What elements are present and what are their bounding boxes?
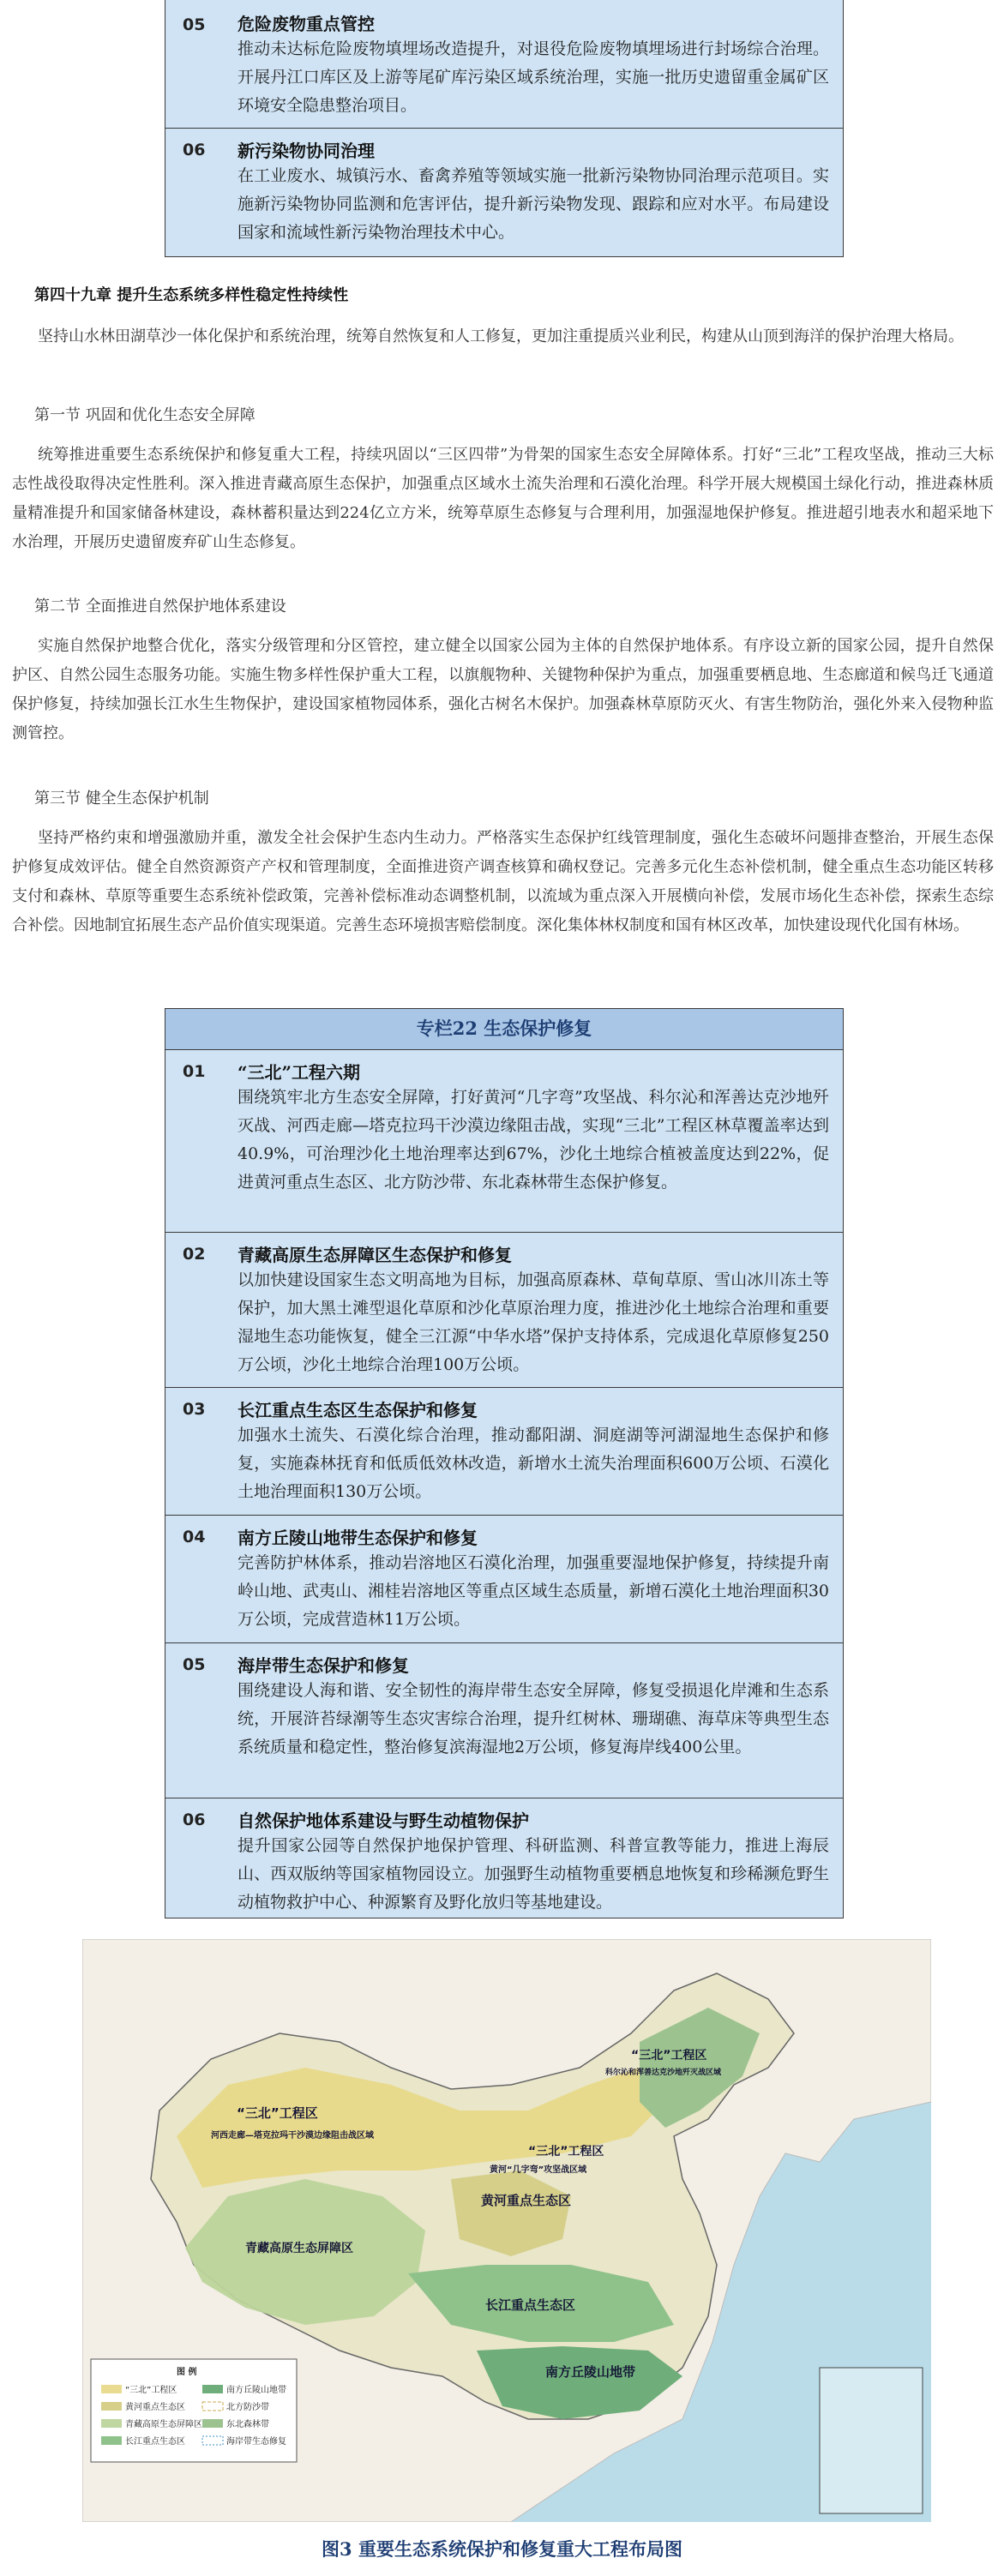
item-description: 以加快建设国家生态文明高地为目标，加强高原森林、草甸草原、雪山冰川冻土等保护，加大黑土滩型退化草原和沙化草原治理力度，推进沙化土地综合治理和重要湿地生态功能恢复，健全三江源“中华水塔”保护支持体系，完成退化草原修复250万公顷，沙化土地综合治理100万公顷。	[237, 1270, 829, 1374]
section-text: 实施自然保护地整合优化，落实分级管理和分区管控，建立健全以国家公园为主体的自然保护地体系。有序设立新的国家公园，提升自然保护区、自然公园生态服务功能。实施生物多样性保护重大工程，以旗舰物种、关键物种保护为重点，加强重要栖息地、生态廊道和候鸟迁飞通道保护修复，持续加强长江水生生物保护，建设国家植物园体系，强化古树名木保护。加强森林草原防灭火、有害生物防治，强化外来入侵物种监测管控。	[12, 637, 994, 742]
legend-item: 海岸带生态修复	[226, 2437, 286, 2447]
item-description: 提升国家公园等自然保护地保护管理、科研监测、科普宣教等能力，推进上海辰山、西双版纳等国家植物园设立。加强野生动植物重要栖息地恢复和珍稀濒危野生动植物救护中心、种源繁育及野化放归等基地建设。	[237, 1836, 829, 1912]
legend-item: “三北”工程区	[125, 2386, 177, 2395]
section-text: 坚持严格约束和增强激励并重，激发全社会保护生态内生动力。严格落实生态保护红线管理制度，强化生态破坏问题排查整治，开展生态保护修复成效评估。健全自然资源资产产权和管理制度，全面推进资产调查核算和确权登记。完善多元化生态补偿机制，健全重点生态功能区转移支付和森林、草原等重要生态系统补偿政策，完善补偿标准动态调整机制，以流域为重点深入开展横向补偿，发展市场化生态补偿，探索生态综合补偿。因地制宜拓展生态产品价值实现渠道。完善生态环境损害赔偿制度。深化集体林权制度和国有林区改革，加快建设现代化国有林场。	[12, 829, 994, 934]
legend-swatch	[202, 2385, 223, 2393]
item-title: 自然保护地体系建设与野生动植物保护	[237, 1810, 529, 1831]
item-number: 03	[183, 1400, 206, 1419]
item-title: 海岸带生态保护和修复	[237, 1655, 409, 1676]
map-label-nanfang: 南方丘陵山地带	[545, 2364, 636, 2380]
item-description: 在工业废水、城镇污水、畜禽养殖等领域实施一批新污染物协同治理示范项目。实施新污染物协同监测和危害评估，提升新污染物发现、跟踪和应对水平。布局建设国家和流域性新污染物治理技术中心。	[237, 166, 829, 242]
item-title: 长江重点生态区生态保护和修复	[237, 1400, 478, 1420]
map-label-sanbei-mid: “三北”工程区	[528, 2145, 604, 2159]
map-label-sanbei-ne-sub: 科尔沁和浑善达克沙地歼灭战区域	[605, 2069, 722, 2077]
item-title: 危险废物重点管控	[237, 14, 375, 34]
item-number: 04	[183, 1528, 206, 1546]
panel-item	[165, 1516, 843, 1643]
legend-swatch	[101, 2419, 122, 2428]
panel-item	[165, 1233, 843, 1388]
item-description: 围绕建设人海和谐、安全韧性的海岸带生态安全屏障，修复受损退化岸滩和生态系统，开展浒苔绿潮等生态灾害综合治理，提升红树林、珊瑚礁、海草床等典型生态系统质量和稳定性，整治修复滨海湿地2万公顷，修复海岸线400公里。	[237, 1681, 829, 1756]
map-label-sanbei-mid-sub: 黄河“几字弯”攻坚战区域	[490, 2165, 587, 2175]
panel-top-item	[165, 129, 843, 255]
item-title: 南方丘陵山地带生态保护和修复	[237, 1528, 478, 1548]
section-text: 统筹推进重要生态系统保护和修复重大工程，持续巩固以“三区四带”为骨架的国家生态安全屏障体系。打好“三北”工程攻坚战，推动三大标志性战役取得决定性胜利。深入推进青藏高原生态保护，加强重点区域水土流失治理和石漠化治理。科学开展大规模国土绿化行动，推进森林质量精准提升和国家储备林建设，森林蓄积量达到224亿立方米，统筹草原生态修复与合理利用，加强湿地保护修复。推进超引地表水和超采地下水治理，开展历史遗留废弃矿山生态修复。	[12, 446, 994, 551]
item-title: 青藏高原生态屏障区生态保护和修复	[237, 1245, 512, 1265]
item-number: 05	[183, 15, 206, 34]
item-number: 06	[183, 141, 206, 159]
panel-heading: 专栏22 生态保护修复	[165, 1009, 843, 1050]
item-description: 推动未达标危险废物填埋场改造提升，对退役危险废物填埋场进行封场综合治理。开展丹江口库区及上游等尾矿库污染区域系统治理，实施一批历史遗留重金属矿区环境安全隐患整治项目。	[237, 39, 829, 115]
legend-swatch	[101, 2436, 122, 2445]
legend-item: 黄河重点生态区	[125, 2403, 185, 2412]
ecological-projects-map	[82, 1939, 931, 2522]
legend-swatch	[202, 2402, 223, 2411]
section-title: 第二节 全面推进自然保护地体系建设	[34, 597, 286, 615]
south-sea-inset	[820, 2368, 923, 2513]
map-label-changjiang: 长江重点生态区	[485, 2297, 576, 2313]
section-title: 第一节 巩固和优化生态安全屏障	[34, 406, 256, 424]
chapter-intro: 坚持山水林田湖草沙一体化保护和系统治理，统筹自然恢复和人工修复，更加注重提质兴业利民，构建从山顶到海洋的保护治理大格局。	[38, 327, 964, 345]
project-panel-top	[165, 0, 844, 257]
legend-item: 北方防沙带	[226, 2403, 269, 2412]
item-number: 06	[183, 1810, 206, 1829]
map-label-sanbei-west: “三北”工程区	[237, 2105, 318, 2121]
map-label-hexi: 河西走廊—塔克拉玛干沙漠边缘阻击战区域	[211, 2131, 374, 2141]
panel-item	[165, 1388, 843, 1516]
item-title: 新污染物协同治理	[237, 141, 375, 161]
map-label-sanbei-ne: “三北”工程区	[631, 2049, 707, 2063]
project-panel-ecology	[165, 1008, 844, 1918]
panel-top-item	[165, 0, 843, 129]
legend-item: 南方丘陵山地带	[226, 2386, 286, 2395]
map-label-huanghe: 黄河重点生态区	[481, 2193, 572, 2208]
panel-item	[165, 1050, 843, 1233]
panel-item	[165, 1798, 843, 1917]
legend-swatch	[101, 2385, 122, 2393]
legend-item: 青藏高原生态屏障区	[125, 2420, 202, 2429]
item-number: 01	[183, 1062, 206, 1081]
figure-caption: 图3 重要生态系统保护和修复重大工程布局图	[322, 2538, 682, 2560]
legend-swatch	[101, 2402, 122, 2411]
item-number: 02	[183, 1245, 206, 1264]
legend-swatch	[202, 2436, 223, 2445]
map-legend	[91, 2359, 297, 2462]
item-description: 加强水土流失、石漠化综合治理，推动鄱阳湖、洞庭湖等河湖湿地生态保护和修复，实施森林抚育和低质低效林改造，新增水土流失治理面积600万公顷、石漠化土地治理面积130万公顷。	[237, 1426, 829, 1501]
section-title: 第三节 健全生态保护机制	[34, 790, 209, 808]
legend-item: 长江重点生态区	[125, 2437, 185, 2447]
legend-swatch	[202, 2419, 223, 2428]
item-description: 完善防护林体系，推动岩溶地区石漠化治理，加强重要湿地保护修复，持续提升南岭山地、武夷山、湘桂岩溶地区等重点区域生态质量，新增石漠化土地治理面积30万公顷，完成营造林11万公顷。	[237, 1553, 829, 1629]
map-label-qingzang: 青藏高原生态屏障区	[245, 2242, 353, 2255]
legend-title: 图 例	[177, 2368, 197, 2377]
chapter-title: 第四十九章 提升生态系统多样性稳定性持续性	[34, 286, 349, 304]
panel-item	[165, 1643, 843, 1798]
item-title: “三北”工程六期	[237, 1062, 361, 1083]
item-number: 05	[183, 1655, 206, 1674]
item-description: 围绕筑牢北方生态安全屏障，打好黄河“几字弯”攻坚战、科尔沁和浑善达克沙地歼灭战、河西走廊—塔克拉玛干沙漠边缘阻击战，实现“三北”工程区林草覆盖率达到40.9%，可治理沙化土地治理率达到67%，沙化土地综合植被盖度达到22%，促进黄河重点生态区、北方防沙带、东北森林带生态保护修复。	[237, 1088, 829, 1192]
legend-item: 东北森林带	[226, 2420, 269, 2429]
